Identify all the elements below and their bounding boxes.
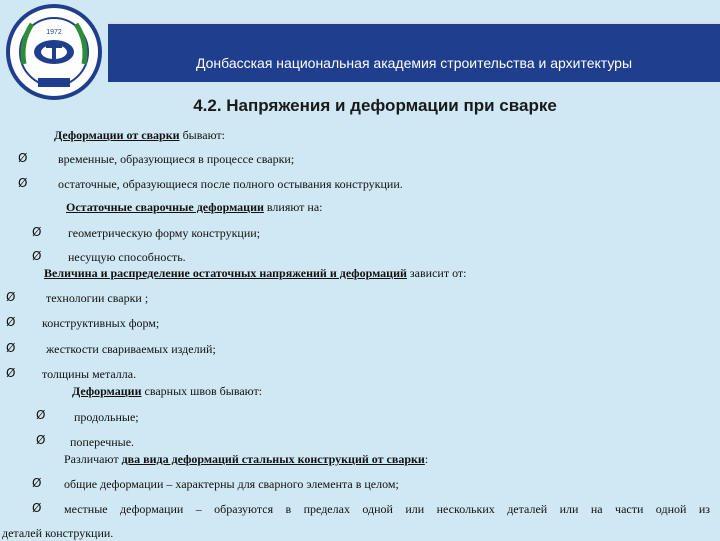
bullet-icon: Ø <box>6 341 16 355</box>
header-band <box>108 22 720 82</box>
s1-lead-underlined: Деформации от сварки <box>54 128 180 142</box>
s4-lead <box>72 384 262 399</box>
s5-item-1: общие деформации – характерны для сварного элемента в целом; <box>64 477 399 491</box>
bullet-icon: Ø <box>18 176 28 190</box>
s3-lead <box>44 266 467 281</box>
s5-lead-pre: Различают <box>64 452 122 466</box>
bullet-icon: Ø <box>6 290 16 304</box>
bullet-icon: Ø <box>18 151 28 165</box>
academy-logo-icon <box>2 2 106 102</box>
s1-lead-rest: бывают: <box>179 128 225 142</box>
s3-item-2: конструктивных форм; <box>42 316 160 330</box>
s4-lead-rest: сварных швов бывают: <box>141 384 263 398</box>
s3-lead-underlined: Величина и распределение остаточных напряжений и деформаций <box>44 266 407 280</box>
s5-tail: деталей конструкции. <box>2 526 114 540</box>
s5-lead-underlined: два вида деформаций стальных конструкций от сварки <box>121 452 425 466</box>
s5-lead-rest: : <box>424 452 429 466</box>
s5-item-2: местные деформации – образуются в пределах одной или нескольких деталей или на части одной из <box>64 502 710 516</box>
s3-item-3: жесткости свариваемых изделий; <box>46 342 216 356</box>
s1-item-2: остаточные, образующиеся после полного остывания конструкции. <box>58 177 403 191</box>
bullet-icon: Ø <box>32 225 42 239</box>
bullet-icon: Ø <box>36 408 46 422</box>
s2-lead-rest: влияют на: <box>263 200 323 214</box>
header-rule <box>108 22 720 24</box>
bullet-icon: Ø <box>32 476 42 490</box>
s4-item-1: продольные; <box>74 410 139 424</box>
bullet-icon: Ø <box>32 249 42 263</box>
s4-item-2: поперечные. <box>70 435 135 449</box>
bullet-icon: Ø <box>6 315 16 329</box>
s5-lead <box>64 452 428 467</box>
s3-lead-rest: зависит от: <box>406 266 467 280</box>
page-title: 4.2. Напряжения и деформации при сварке <box>193 96 557 115</box>
s2-lead-underlined: Остаточные сварочные деформации <box>66 200 264 214</box>
s2-lead <box>66 200 323 215</box>
s1-lead <box>54 128 225 143</box>
s1-item-1: временные, образующиеся в процессе сварки; <box>58 152 295 166</box>
bullet-icon: Ø <box>32 501 42 515</box>
bullet-icon: Ø <box>36 433 46 447</box>
s3-item-4: толщины металла. <box>42 367 137 381</box>
institution-name: Донбасская национальная академия строительства и архитектуры <box>195 55 633 71</box>
s2-item-1: геометрическую форму конструкции; <box>68 226 261 240</box>
logo-year: 1972 <box>46 29 62 36</box>
s4-lead-underlined: Деформации <box>72 384 142 398</box>
s3-item-1: технологии сварки ; <box>46 291 149 305</box>
s2-item-2: несущую способность. <box>68 250 186 264</box>
bullet-icon: Ø <box>6 366 16 380</box>
